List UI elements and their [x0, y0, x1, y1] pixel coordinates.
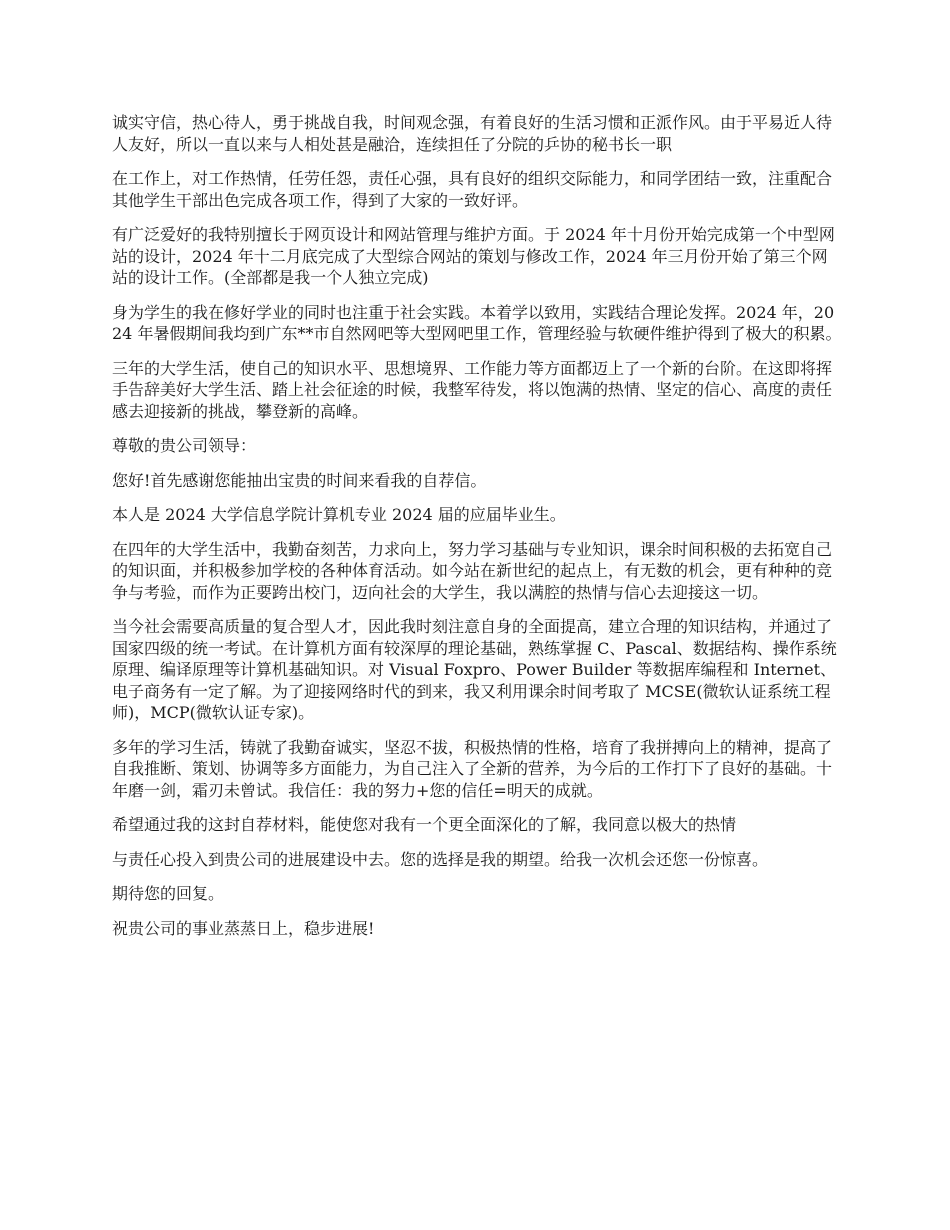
- paragraph-5: 三年的大学生活，使自己的知识水平、思想境界、工作能力等方面都迈上了一个新的台阶。在这即将挥手告辞美好大学生活、踏上社会征途的时候，我整军待发，将以饱满的热情、坚定的信心、高度的责任感去迎接新的挑战，攀登新的高峰。: [112, 358, 833, 421]
- paragraph-commitment: 与责任心投入到贵公司的进展建设中去。您的选择是我的期望。给我一次机会还您一份惊喜。: [112, 849, 769, 869]
- closing-wish: 祝贵公司的事业蒸蒸日上，稳步进展!: [112, 918, 375, 938]
- paragraph-1: 诚实守信，热心待人，勇于挑战自我，时间观念强，有着良好的生活习惯和正派作风。由于平易近人待人友好，所以一直以来与人相处甚是融洽，连续担任了分院的乒协的秘书长一职: [112, 113, 833, 154]
- paragraph-university-life: 在四年的大学生活中，我勤奋刻苦，力求向上，努力学习基础与专业知识，课余时间积极的去拓宽自己的知识面，并积极参加学校的各种体育活动。如今站在新世纪的起点上，有无数的机会，更有种种的竞争与考验，而作为正要跨出校门，迈向社会的大学生，我以满腔的热情与信心去迎接这一切。: [112, 539, 833, 602]
- document-body: [112, 112, 842, 952]
- paragraph-3: 有广泛爱好的我特别擅长于网页设计和网站管理与维护方面。于 2024 年十月份开始完成第一个中型网站的设计，2024 年十二月底完成了大型综合网站的策划与修改工作，2024 年三月份开始了第三个网站的设计工作。(全部都是我一个人独立完成): [112, 225, 835, 287]
- paragraph-2: 在工作上，对工作热情，任劳任怨，责任心强，具有良好的组织交际能力，和同学团结一致，注重配合其他学生干部出色完成各项工作，得到了大家的一致好评。: [112, 169, 833, 210]
- introduction: 本人是 2024 大学信息学院计算机专业 2024 届的应届毕业生。: [112, 505, 566, 524]
- paragraph-skills: 当今社会需要高质量的复合型人才，因此我时刻注意自身的全面提高，建立合理的知识结构，并通过了国家四级的统一考试。在计算机方面有较深厚的理论基础，熟练掌握 C、Pascal、数据结构、操作系统原理、编译原理等计算机基础知识。对 Visual Foxpro、Power Builder 等数据库编程和 Internet、电子商务有一定了解。为了迎接网络时代的到来，我又利用课余时间考取了 MCSE(微软认证系统工程师)，MCP(微软认证专家)。: [112, 617, 837, 722]
- paragraph-character: 多年的学习生活，铸就了我勤奋诚实，坚忍不拔，积极热情的性格，培育了我拼搏向上的精神，提高了自我推断、策划、协调等多方面能力，为自己注入了全新的营养，为今后的工作打下了良好的基础。十年磨一剑，霜刃未曾试。我信任：我的努力+您的信任=明天的成就。: [112, 737, 833, 800]
- paragraph-hope: 希望通过我的这封自荐材料，能使您对我有一个更全面深化的了解，我同意以极大的热情: [112, 815, 737, 834]
- closing-expectation: 期待您的回复。: [112, 884, 225, 903]
- paragraph-4: 身为学生的我在修好学业的同时也注重于社会实践。本着学以致用，实践结合理论发挥。2024 年，2024 年暑假期间我均到广东**市自然网吧等大型网吧里工作，管理经验与软硬件维护得到了极大的积累。: [112, 302, 842, 343]
- salutation: 尊敬的贵公司领导：: [112, 436, 257, 455]
- greeting: 您好!首先感谢您能抽出宝贵的时间来看我的自荐信。: [112, 470, 487, 490]
